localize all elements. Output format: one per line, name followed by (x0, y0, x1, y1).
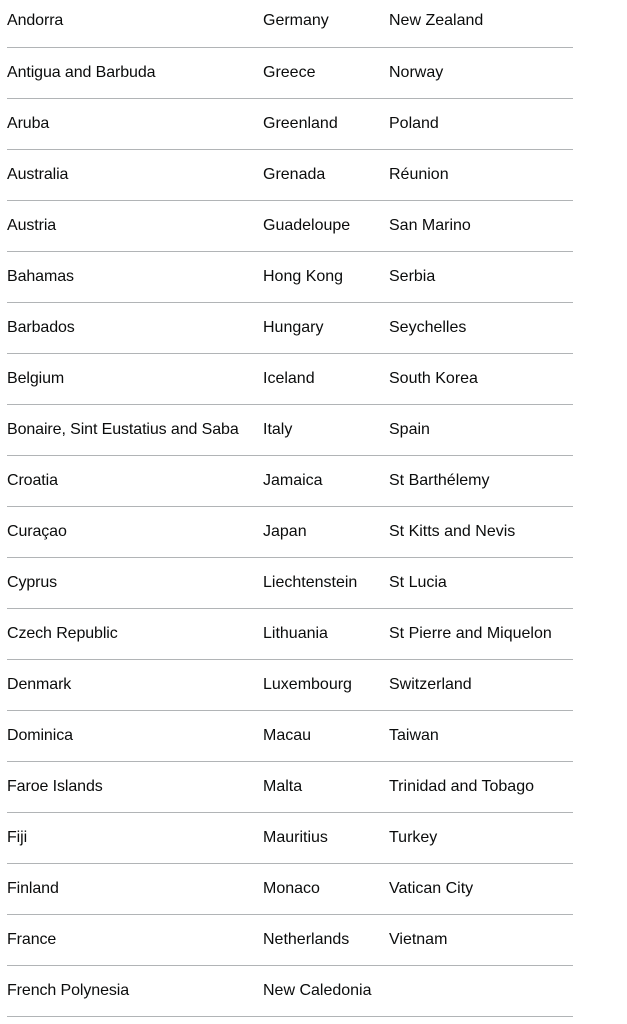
country-cell: Netherlands (263, 930, 350, 948)
table-row (7, 557, 573, 608)
country-table-body (7, 0, 573, 1016)
country-cell: Monaco (263, 879, 320, 897)
country-cell: Seychelles (389, 318, 467, 336)
table-row (7, 863, 573, 914)
country-cell: Luxembourg (263, 675, 352, 693)
country-cell: Switzerland (389, 675, 472, 693)
table-row (7, 98, 573, 149)
country-cell: Liechtenstein (263, 573, 358, 591)
table-row (7, 659, 573, 710)
country-table (7, 0, 573, 1017)
country-cell: Mauritius (263, 828, 328, 846)
country-cell: Bahamas (7, 267, 74, 285)
table-row (7, 47, 573, 98)
country-cell: Réunion (389, 165, 449, 183)
country-cell: Curaçao (7, 522, 67, 540)
table-row (7, 812, 573, 863)
country-cell: Barbados (7, 318, 75, 336)
country-cell: Bonaire, Sint Eustatius and Saba (7, 420, 239, 438)
country-cell: Faroe Islands (7, 777, 103, 795)
country-cell: Dominica (7, 726, 73, 744)
country-cell: Fiji (7, 828, 28, 846)
country-cell: Aruba (7, 114, 50, 132)
country-cell: Hong Kong (263, 267, 344, 285)
country-cell: Macau (263, 726, 312, 744)
country-cell: Greenland (263, 114, 338, 132)
country-cell: Greece (263, 63, 316, 81)
table-row (7, 965, 573, 1016)
country-cell: St Lucia (389, 573, 447, 591)
country-cell: Taiwan (389, 726, 439, 744)
country-cell: Malta (263, 777, 303, 795)
country-cell: Denmark (7, 675, 72, 693)
country-cell: South Korea (389, 369, 478, 387)
country-cell: Italy (263, 420, 293, 438)
country-cell: Germany (263, 12, 329, 30)
country-cell: Vatican City (389, 879, 474, 897)
table-row (7, 200, 573, 251)
table-row (7, 914, 573, 965)
country-cell (389, 965, 573, 1016)
country-cell: Poland (389, 114, 439, 132)
country-cell: Norway (389, 63, 444, 81)
table-row (7, 506, 573, 557)
country-cell: Guadeloupe (263, 216, 351, 234)
country-cell: French Polynesia (7, 981, 130, 999)
table-row (7, 251, 573, 302)
table-row (7, 353, 573, 404)
country-cell: Czech Republic (7, 624, 118, 642)
country-cell: Belgium (7, 369, 65, 387)
country-cell: Cyprus (7, 573, 58, 591)
table-row (7, 608, 573, 659)
country-cell: Australia (7, 165, 69, 183)
country-cell: Austria (7, 216, 57, 234)
country-cell: Vietnam (389, 930, 448, 948)
table-row (7, 455, 573, 506)
table-row (7, 149, 573, 200)
country-cell: St Kitts and Nevis (389, 522, 516, 540)
table-row (7, 0, 573, 47)
country-cell: Finland (7, 879, 59, 897)
country-cell: Turkey (389, 828, 438, 846)
country-cell: New Zealand (389, 12, 484, 30)
table-row (7, 761, 573, 812)
country-cell: Iceland (263, 369, 315, 387)
country-cell: Trinidad and Tobago (389, 777, 534, 795)
country-cell: Japan (263, 522, 307, 540)
country-cell: France (7, 930, 57, 948)
country-cell: Hungary (263, 318, 324, 336)
table-row (7, 710, 573, 761)
table-row (7, 302, 573, 353)
country-cell: Spain (389, 420, 430, 438)
country-cell: Lithuania (263, 624, 328, 642)
country-cell: San Marino (389, 216, 471, 234)
country-cell: Grenada (263, 165, 326, 183)
country-cell: Andorra (7, 12, 64, 30)
country-cell: Serbia (389, 267, 436, 285)
country-cell: Croatia (7, 471, 58, 489)
country-cell: St Pierre and Miquelon (389, 624, 552, 642)
country-cell: Jamaica (263, 471, 323, 489)
country-cell: New Caledonia (263, 981, 372, 999)
table-row (7, 404, 573, 455)
country-cell: St Barthélemy (389, 471, 490, 489)
country-cell: Antigua and Barbuda (7, 63, 156, 81)
